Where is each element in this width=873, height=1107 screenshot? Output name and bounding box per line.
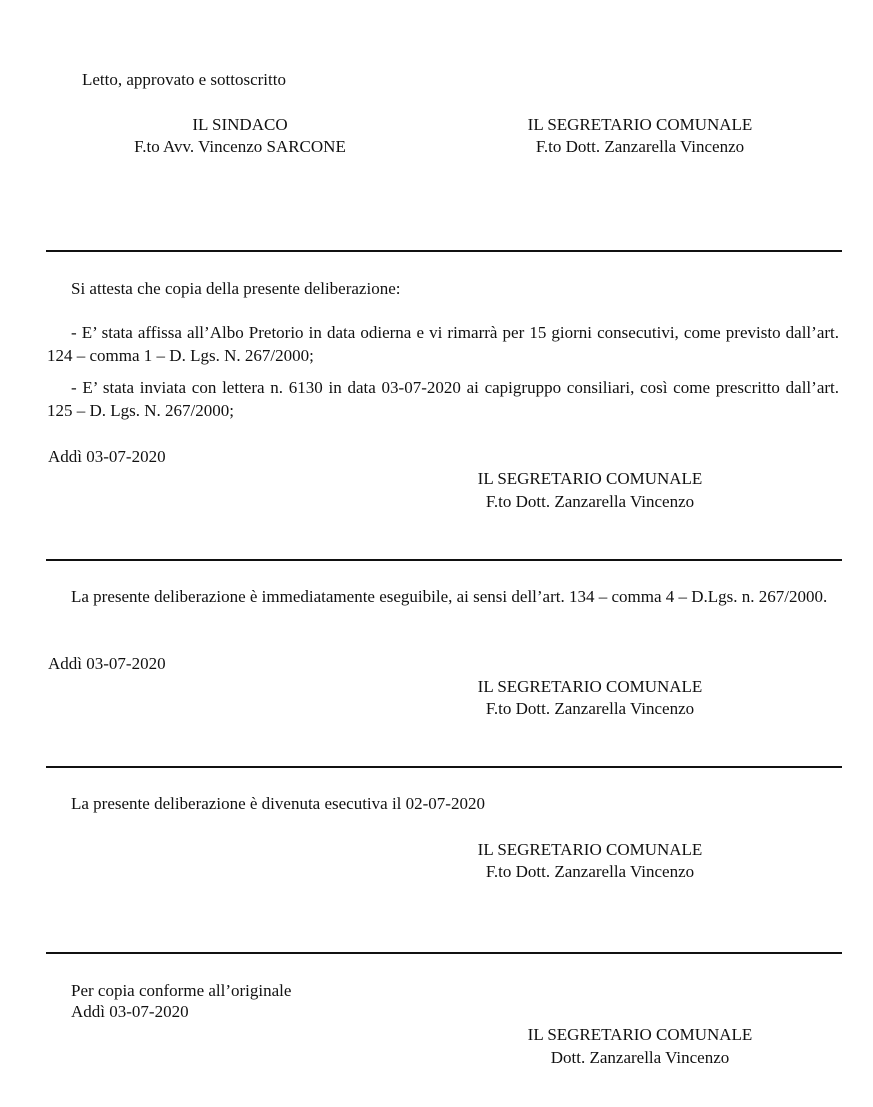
publication-item-albo-text: - E’ stata affissa all’Albo Pretorio in data odierna e vi rimarrà per 15 giorni consecutivi, come previsto dall’art. 124 – comma 1 – D. Lgs. N. 267/2000;: [47, 323, 839, 365]
publication-intro: Si attesta che copia della presente deliberazione:: [71, 279, 401, 298]
immediate-segretario-name: F.to Dott. Zanzarella Vincenzo: [485, 699, 695, 718]
publication-segretario-name: F.to Dott. Zanzarella Vincenzo: [485, 492, 695, 511]
immediate-executable-statement: [47, 585, 839, 608]
executive-statement: La presente deliberazione è divenuta esecutiva il 02-07-2020: [71, 794, 485, 813]
approval-statement: Letto, approvato e sottoscritto: [82, 70, 286, 89]
immediate-segretario-title: IL SEGRETARIO COMUNALE: [477, 677, 703, 696]
certified-copy-date: Addì 03-07-2020: [71, 1002, 189, 1021]
publication-item-capigruppo-text: - E’ stata inviata con lettera n. 6130 in data 03-07-2020 ai capigruppo consiliari, così come prescritto dall’art. 125 – D. Lgs. N. 267/2000;: [47, 378, 839, 420]
certified-copy-segretario-title: IL SEGRETARIO COMUNALE: [527, 1025, 753, 1044]
section-divider: [46, 952, 842, 954]
sindaco-name: F.to Avv. Vincenzo SARCONE: [134, 137, 346, 156]
executive-segretario-title: IL SEGRETARIO COMUNALE: [477, 840, 703, 859]
segretario-title: IL SEGRETARIO COMUNALE: [527, 115, 753, 134]
section-divider: [46, 250, 842, 252]
certified-copy-segretario-name: Dott. Zanzarella Vincenzo: [550, 1048, 730, 1067]
sindaco-title: IL SINDACO: [192, 115, 288, 134]
publication-date: Addì 03-07-2020: [48, 447, 166, 466]
publication-segretario-title: IL SEGRETARIO COMUNALE: [477, 469, 703, 488]
certified-copy-statement: Per copia conforme all’originale: [71, 981, 292, 1000]
publication-item-albo: [47, 321, 839, 367]
immediate-executable-text: La presente deliberazione è immediatamente eseguibile, ai sensi dell’art. 134 – comma 4 – D.Lgs. n. 267/2000.: [71, 587, 828, 606]
segretario-name: F.to Dott. Zanzarella Vincenzo: [535, 137, 745, 156]
executive-segretario-name: F.to Dott. Zanzarella Vincenzo: [485, 862, 695, 881]
section-divider: [46, 559, 842, 561]
immediate-date: Addì 03-07-2020: [48, 654, 166, 673]
publication-item-capigruppo: [47, 376, 839, 422]
section-divider: [46, 766, 842, 768]
